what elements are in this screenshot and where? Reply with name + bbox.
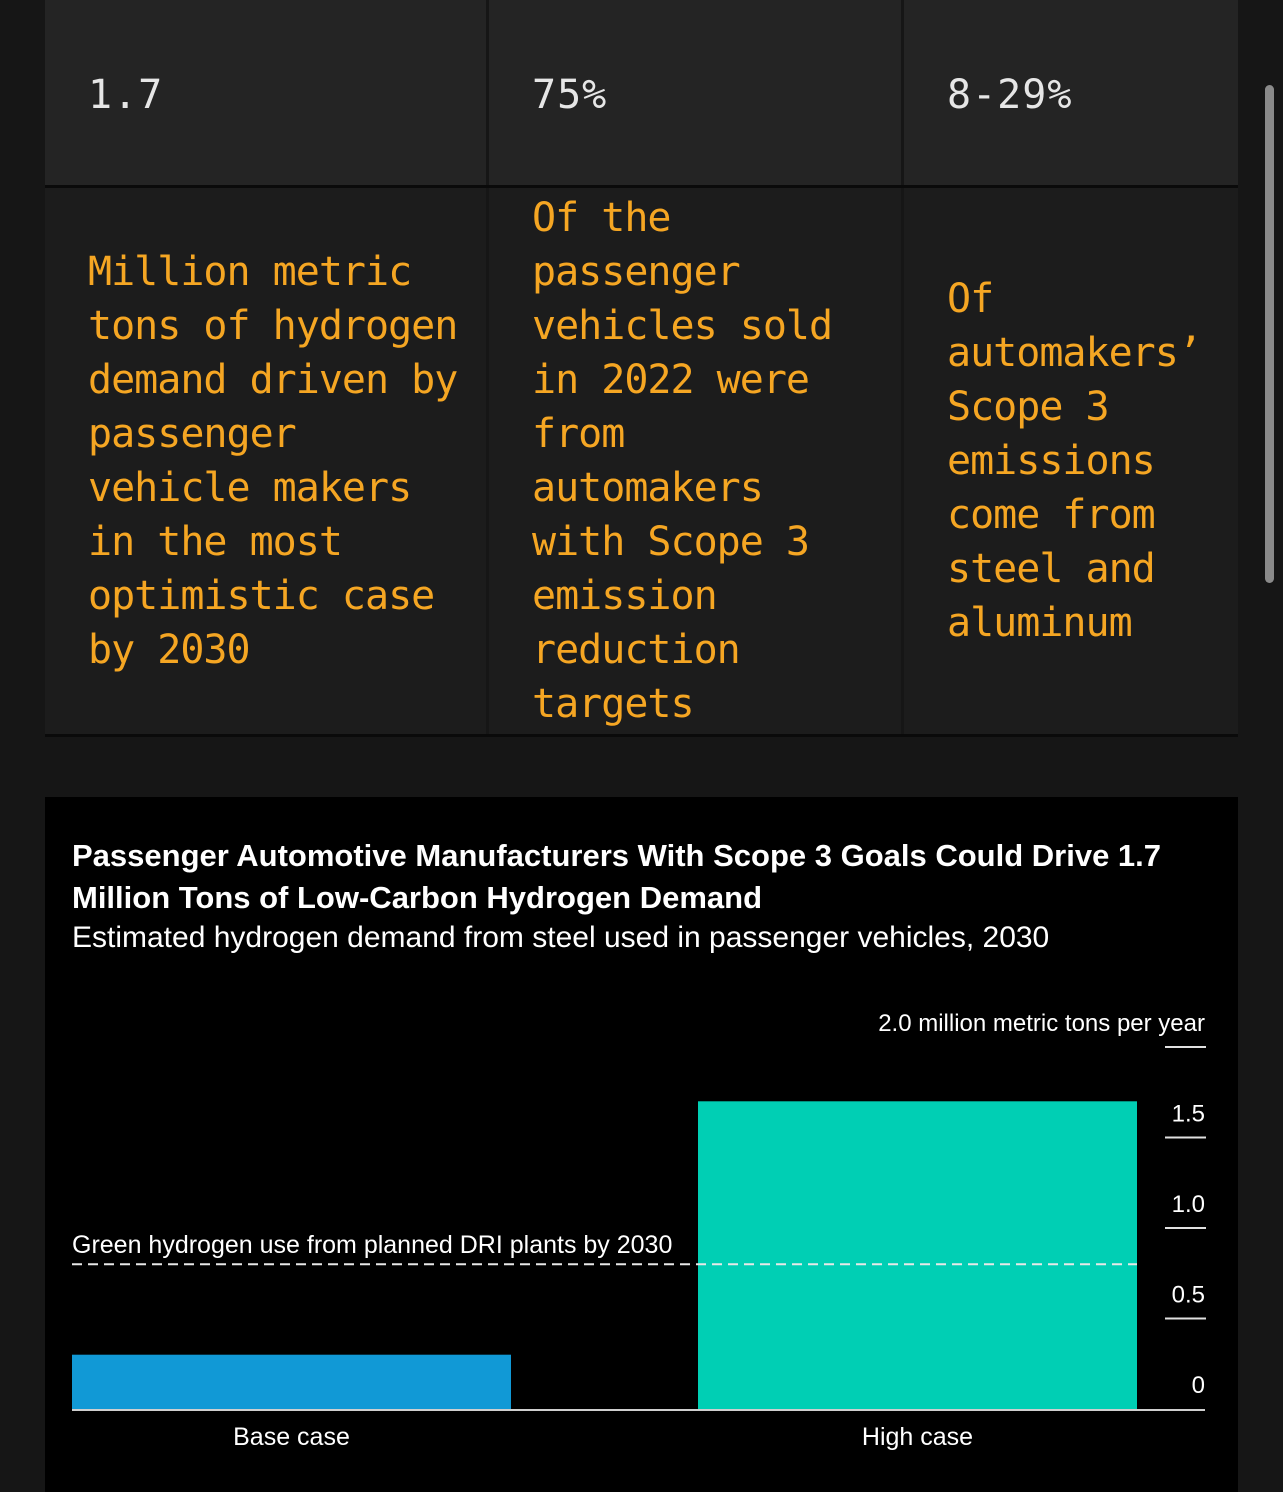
stat-description: Of automakers’ Scope 3 emissions come from steel and aluminum	[947, 276, 1201, 646]
y-tick-label: 1.0	[1171, 1191, 1205, 1218]
stat-description: Million metric tons of hydrogen demand driven by passenger vehicle makers in the most optimistic case by 2030	[88, 249, 458, 673]
stat-value-cell	[904, 0, 1238, 185]
chart-title: Passenger Automotive Manufacturers With Scope 3 Goals Could Drive 1.7 Million Tons of Low-Carbon Hydrogen Demand	[72, 838, 1162, 915]
y-tick-label: 0	[1191, 1372, 1205, 1399]
stat-description-cell	[45, 188, 486, 734]
y-tick-label: 0.5	[1171, 1281, 1205, 1309]
chart-subtitle: Estimated hydrogen demand from steel used in passenger vehicles, 2030	[72, 921, 1050, 954]
stat-value-cell	[45, 0, 486, 185]
category-label: Base case	[233, 1423, 350, 1451]
y-tick-label: 1.5	[1171, 1100, 1205, 1128]
stat-value-cell	[489, 0, 901, 185]
stat-description-cell	[904, 188, 1238, 734]
chart-panel	[45, 797, 1238, 1492]
stat-value: 1.7	[88, 72, 164, 118]
bar	[72, 1355, 511, 1409]
stat-value: 75%	[532, 72, 608, 118]
stat-description-cell	[489, 188, 901, 734]
stat-value: 8-29%	[947, 72, 1073, 118]
stat-description: Of the passenger vehicles sold in 2022 were from automakers with Scope 3 emission reduction targets	[532, 195, 833, 727]
y-tick-label: 2.0 million metric tons per year	[878, 1010, 1205, 1037]
table-bottom-border	[45, 734, 1238, 737]
stats-table	[45, 0, 1238, 736]
page-scrollbar[interactable]	[1265, 85, 1274, 583]
bar-chart	[45, 797, 1238, 1492]
bar	[698, 1101, 1137, 1409]
category-label: High case	[861, 1423, 974, 1451]
reference-line-label: Green hydrogen use from planned DRI plants by 2030	[72, 1231, 673, 1260]
